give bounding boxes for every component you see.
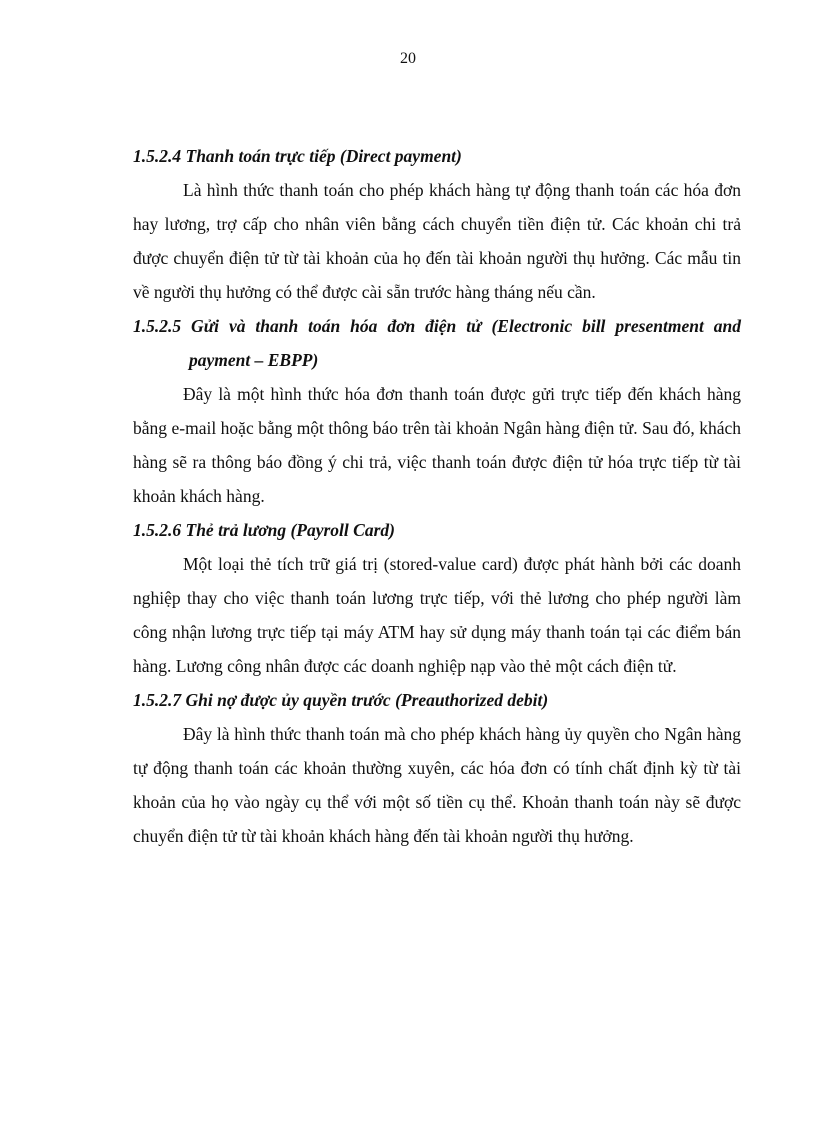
- section-heading-ebpp-line1: 1.5.2.5 Gửi và thanh toán hóa đơn điện tử (Electronic bill presentment and: [133, 316, 741, 336]
- section-heading-preauthorized-debit: 1.5.2.7 Ghi nợ được ủy quyền trước (Preauthorized debit): [133, 690, 549, 710]
- section-heading-ebpp: [133, 309, 741, 377]
- section-paragraph-preauthorized-debit: Đây là hình thức thanh toán mà cho phép khách hàng ủy quyền cho Ngân hàng tự động thanh toán các khoản thường xuyên, các hóa đơn có tính chất định kỳ từ tài khoản của họ vào ngày cụ thể với một số tiền cụ thể. Khoản thanh toán này sẽ được chuyển điện tử từ tài khoản khách hàng đến tài khoản người thụ hưởng.: [133, 724, 741, 846]
- section-heading-ebpp-line2: payment – EBPP): [189, 350, 319, 370]
- section-paragraph-direct-payment: Là hình thức thanh toán cho phép khách hàng tự động thanh toán các hóa đơn hay lương, trợ cấp cho nhân viên bằng cách chuyển tiền điện tử. Các khoản chi trả được chuyển điện tử từ tài khoản của họ đến tài khoản người thụ hưởng. Các mẫu tin về người thụ hưởng có thể được cài sẵn trước hàng tháng nếu cần.: [133, 180, 741, 302]
- document-body: [133, 139, 741, 853]
- section-paragraph-payroll-card: Một loại thẻ tích trữ giá trị (stored-value card) được phát hành bởi các doanh nghiệp thay cho việc thanh toán lương trực tiếp, với thẻ lương cho phép người làm công nhận lương trực tiếp tại máy ATM hay sử dụng máy thanh toán tại các điểm bán hàng. Lương công nhân được các doanh nghiệp nạp vào thẻ một cách điện tử.: [133, 554, 741, 676]
- section-heading-direct-payment: 1.5.2.4 Thanh toán trực tiếp (Direct payment): [133, 146, 462, 166]
- page-number: 20: [400, 50, 416, 67]
- section-heading-payroll-card: 1.5.2.6 Thẻ trả lương (Payroll Card): [133, 520, 395, 540]
- section-paragraph-ebpp: Đây là một hình thức hóa đơn thanh toán được gửi trực tiếp đến khách hàng bằng e-mail hoặc bằng một thông báo trên tài khoản Ngân hàng điện tử. Sau đó, khách hàng sẽ ra thông báo đồng ý chi trả, việc thanh toán được điện tử hóa trực tiếp từ tài khoản khách hàng.: [133, 384, 741, 506]
